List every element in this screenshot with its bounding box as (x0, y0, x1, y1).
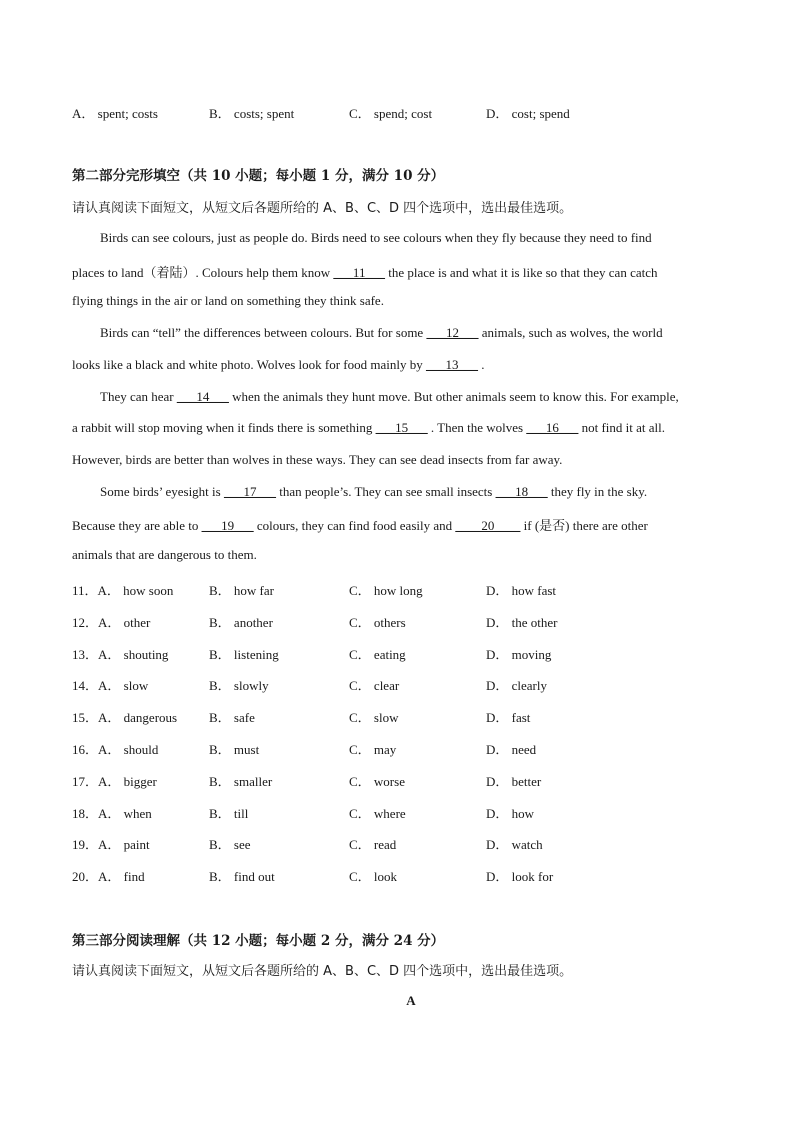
option-c[interactable]: C． clear (349, 678, 400, 694)
question-number-and-option-a[interactable] (72, 803, 152, 822)
blank[interactable]: ___18___ (495, 483, 548, 499)
passage-text: . Then the wolves (427, 420, 527, 436)
passage-text: Birds can “tell” the differences between colours. But for some (100, 325, 427, 341)
section-2-title: 第二部分完形填空（共 10 小题；每小题 1 分，满分 10 分） (72, 168, 445, 184)
option-d[interactable]: D． fast (486, 710, 531, 726)
option-a[interactable]: A． slow (98, 678, 149, 694)
option-c[interactable]: C． eating (349, 646, 406, 662)
question-number-and-option-a[interactable] (72, 675, 148, 694)
passage-text: They can hear (100, 388, 177, 404)
question-row (72, 771, 752, 791)
question-row (72, 707, 752, 727)
question-10-options (72, 103, 752, 123)
passage-text: looks like a black and white photo. Wolves look for food mainly by (72, 356, 426, 372)
option-d[interactable]: D． clearly (486, 678, 548, 694)
option-b[interactable]: B． see (209, 837, 251, 853)
blank[interactable]: ___12___ (426, 325, 479, 341)
option-d[interactable]: D． how fast (486, 583, 557, 598)
question-number: 17． (72, 773, 99, 789)
passage-label: A (406, 993, 416, 1008)
option-b[interactable]: B． another (209, 614, 273, 630)
question-row (72, 739, 752, 759)
question-number-and-option-a[interactable] (72, 580, 173, 599)
passage-line (100, 389, 726, 405)
option-a[interactable]: A． find (98, 869, 145, 885)
question-row (72, 580, 752, 600)
option-d[interactable]: D． look for (486, 869, 554, 885)
question-number: 18． (72, 805, 99, 821)
question-number-and-option-a[interactable] (72, 866, 145, 885)
option-a[interactable]: A． should (98, 742, 159, 757)
option-b[interactable]: B． slowly (209, 678, 269, 694)
passage-line (72, 515, 726, 534)
passage-text: than people’s. They can see small insects (275, 483, 496, 499)
option-c[interactable]: C． where (349, 805, 406, 821)
passage-text: places to land（着陆）. Colours help them know (72, 264, 334, 280)
option-b[interactable]: B． listening (209, 646, 279, 662)
option-b[interactable]: B． find out (209, 869, 275, 885)
blank[interactable]: ___16___ (526, 420, 579, 436)
question-number: 19． (72, 837, 99, 853)
passage-text: flying things in the air or land on something they think safe. (72, 293, 384, 309)
passage-line (72, 262, 726, 281)
passage-text: when the animals they hunt move. But other animals seem to know this. For example, (228, 388, 679, 404)
option-c[interactable]: C． may (349, 742, 397, 757)
option-a[interactable]: A． other (98, 614, 151, 630)
option-a[interactable]: A． when (98, 805, 152, 821)
section-2-instruction: 请认真阅读下面短文，从短文后各题所给的 A、B、C、D 四个选项中，选出最佳选项。 (72, 201, 573, 216)
option-d[interactable]: D． better (486, 773, 542, 789)
option-d[interactable]: D． cost; spend (486, 106, 570, 121)
question-row (72, 644, 752, 664)
option-a[interactable]: A． dangerous (98, 710, 178, 726)
question-row (72, 803, 752, 823)
passage-text: they fly in the sky. (547, 483, 648, 499)
passage-line (72, 420, 726, 436)
blank[interactable]: ___19___ (201, 518, 254, 534)
section-3-instruction: 请认真阅读下面短文，从短文后各题所给的 A、B、C、D 四个选项中，选出最佳选项。 (72, 964, 573, 979)
question-number-and-option-a[interactable] (72, 771, 157, 790)
passage-text: if (是否) there are other (520, 518, 648, 534)
question-number: 14． (72, 678, 99, 694)
passage-text: animals that are dangerous to them. (72, 547, 257, 562)
blank[interactable]: ___14___ (176, 388, 229, 404)
option-c[interactable]: C． read (349, 837, 397, 853)
blank[interactable]: ___11___ (333, 264, 385, 280)
blank[interactable]: ___13___ (426, 356, 478, 372)
blank[interactable]: ___17___ (223, 483, 276, 499)
option-a[interactable]: A． how soon (97, 583, 174, 598)
question-number: 16． (72, 742, 99, 757)
blank[interactable]: ___15___ (375, 420, 428, 436)
option-d[interactable]: D． moving (486, 646, 552, 662)
option-b[interactable]: B． safe (209, 710, 255, 726)
option-c[interactable]: C． worse (349, 773, 405, 789)
question-number-and-option-a[interactable] (72, 644, 168, 663)
question-number: 11． (72, 583, 98, 598)
question-number-and-option-a[interactable] (72, 612, 150, 631)
passage-text: colours, they can find food easily and (253, 518, 456, 534)
option-c[interactable]: C． slow (349, 710, 399, 726)
passage-text: Because they are able to (72, 518, 202, 534)
passage-text: the place is and what it is like so that they can catch (384, 264, 658, 280)
option-b[interactable]: B． must (209, 742, 260, 757)
passage-line (72, 357, 726, 373)
blank[interactable]: ____20____ (455, 518, 521, 534)
question-row (72, 675, 752, 695)
passage-text: . (478, 356, 485, 372)
option-c[interactable]: C． others (349, 614, 406, 630)
passage-text: Birds can see colours, just as people do. Birds need to see colours when they fly because they need to find (100, 230, 652, 245)
passage-line (72, 293, 726, 309)
question-number: 20． (72, 869, 99, 885)
passage-text: However, birds are better than wolves in these ways. They can see dead insects from far away. (72, 451, 563, 467)
passage-text: not find it at all. (578, 420, 666, 436)
option-c[interactable]: C． how long (349, 583, 423, 598)
passage-line (100, 325, 726, 341)
option-d[interactable]: D． watch (486, 837, 543, 853)
question-row (72, 612, 752, 632)
option-a[interactable]: A． spent; costs (72, 106, 158, 121)
question-number-and-option-a[interactable] (72, 707, 177, 726)
option-a[interactable]: A． bigger (98, 773, 157, 789)
question-number-and-option-a[interactable] (72, 834, 150, 853)
option-c[interactable]: C． look (349, 869, 398, 885)
passage-text: a rabbit will stop moving when it finds there is something (72, 420, 376, 436)
question-row (72, 866, 752, 886)
option-c[interactable]: C． spend; cost (349, 106, 433, 121)
option-b[interactable]: B． how far (209, 583, 274, 598)
passage-text: Some birds’ eyesight is (100, 483, 224, 499)
question-number: 12． (72, 614, 99, 630)
option-a[interactable]: A． paint (98, 837, 150, 853)
question-number-and-option-a[interactable] (72, 739, 158, 758)
passage-line (72, 452, 726, 468)
passage-text: animals, such as wolves, the world (478, 325, 663, 341)
passage-line (100, 484, 726, 500)
option-b[interactable]: B． costs; spent (209, 106, 295, 121)
option-b[interactable]: B． smaller (209, 773, 273, 789)
option-d[interactable]: D． how (486, 805, 535, 821)
passage-line (100, 230, 726, 246)
option-d[interactable]: D． the other (486, 614, 558, 630)
question-number: 15． (72, 710, 99, 726)
question-row (72, 834, 752, 854)
option-b[interactable]: B． till (209, 805, 249, 821)
option-d[interactable]: D． need (486, 742, 537, 757)
section-3-title: 第三部分阅读理解（共 12 小题；每小题 2 分，满分 24 分） (72, 933, 445, 949)
question-number: 13． (72, 646, 99, 662)
passage-line (72, 547, 726, 563)
option-a[interactable]: A． shouting (98, 646, 169, 662)
